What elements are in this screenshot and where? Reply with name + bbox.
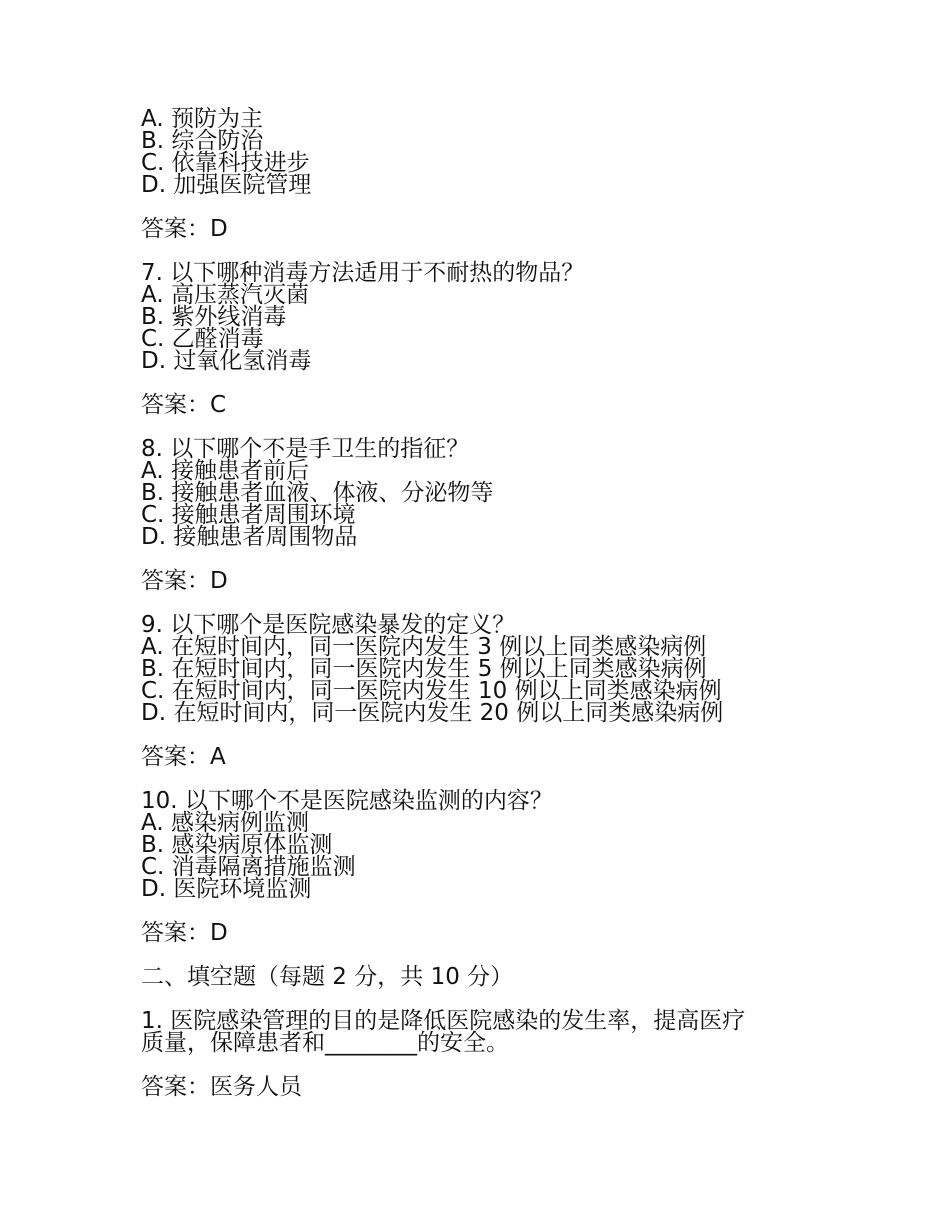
answer: 答案：医务人员 [141, 1074, 302, 1100]
option-b: B. 综合防治 [141, 128, 264, 154]
option-d: D. 接触患者周围物品 [141, 524, 358, 550]
question-title: 9. 以下哪个是医院感染暴发的定义？ [141, 612, 516, 638]
answer: 答案：D [141, 568, 228, 594]
option-b: B. 感染病原体监测 [141, 832, 333, 858]
option-a: A. 在短时间内，同一医院内发生 3 例以上同类感染病例 [141, 634, 707, 660]
option-c: C. 消毒隔离措施监测 [141, 854, 356, 880]
option-b: B. 接触患者血液、体液、分泌物等 [141, 480, 494, 506]
question-8 [141, 438, 821, 592]
option-c: C. 依靠科技进步 [141, 150, 310, 176]
answer: 答案：A [141, 744, 226, 770]
question-title: 8. 以下哪个不是手卫生的指征？ [141, 436, 470, 462]
answer: 答案：C [141, 392, 227, 418]
option-c: C. 乙醛消毒 [141, 326, 264, 352]
option-d: D. 过氧化氢消毒 [141, 348, 312, 374]
option-d: D. 加强医院管理 [141, 172, 312, 198]
section-heading: 二、填空题（每题 2 分，共 10 分） [141, 964, 514, 990]
option-b: B. 紫外线消毒 [141, 304, 287, 330]
option-c: C. 接触患者周围环境 [141, 502, 356, 528]
question-text-line-2: 质量，保障患者和________的安全。 [141, 1030, 509, 1056]
question-10 [141, 790, 821, 944]
question-9 [141, 614, 821, 768]
question-6 [141, 108, 821, 240]
option-a: A. 接触患者前后 [141, 458, 309, 484]
option-a: A. 感染病例监测 [141, 810, 309, 836]
option-b: B. 在短时间内，同一医院内发生 5 例以上同类感染病例 [141, 656, 707, 682]
fill-question-1 [141, 1010, 821, 1098]
answer: 答案：D [141, 216, 228, 242]
option-a: A. 预防为主 [141, 106, 263, 132]
answer: 答案：D [141, 920, 228, 946]
question-title: 10. 以下哪个不是医院感染监测的内容？ [141, 788, 553, 814]
option-c: C. 在短时间内，同一医院内发生 10 例以上同类感染病例 [141, 678, 722, 704]
option-d: D. 医院环境监测 [141, 876, 312, 902]
document-page [141, 108, 821, 1120]
option-a: A. 高压蒸汽灭菌 [141, 282, 309, 308]
question-7 [141, 262, 821, 416]
question-text-line-1: 1. 医院感染管理的目的是降低医院感染的发生率，提高医疗 [141, 1008, 746, 1034]
option-d: D. 在短时间内，同一医院内发生 20 例以上同类感染病例 [141, 700, 724, 726]
question-title: 7. 以下哪种消毒方法适用于不耐热的物品？ [141, 260, 585, 286]
